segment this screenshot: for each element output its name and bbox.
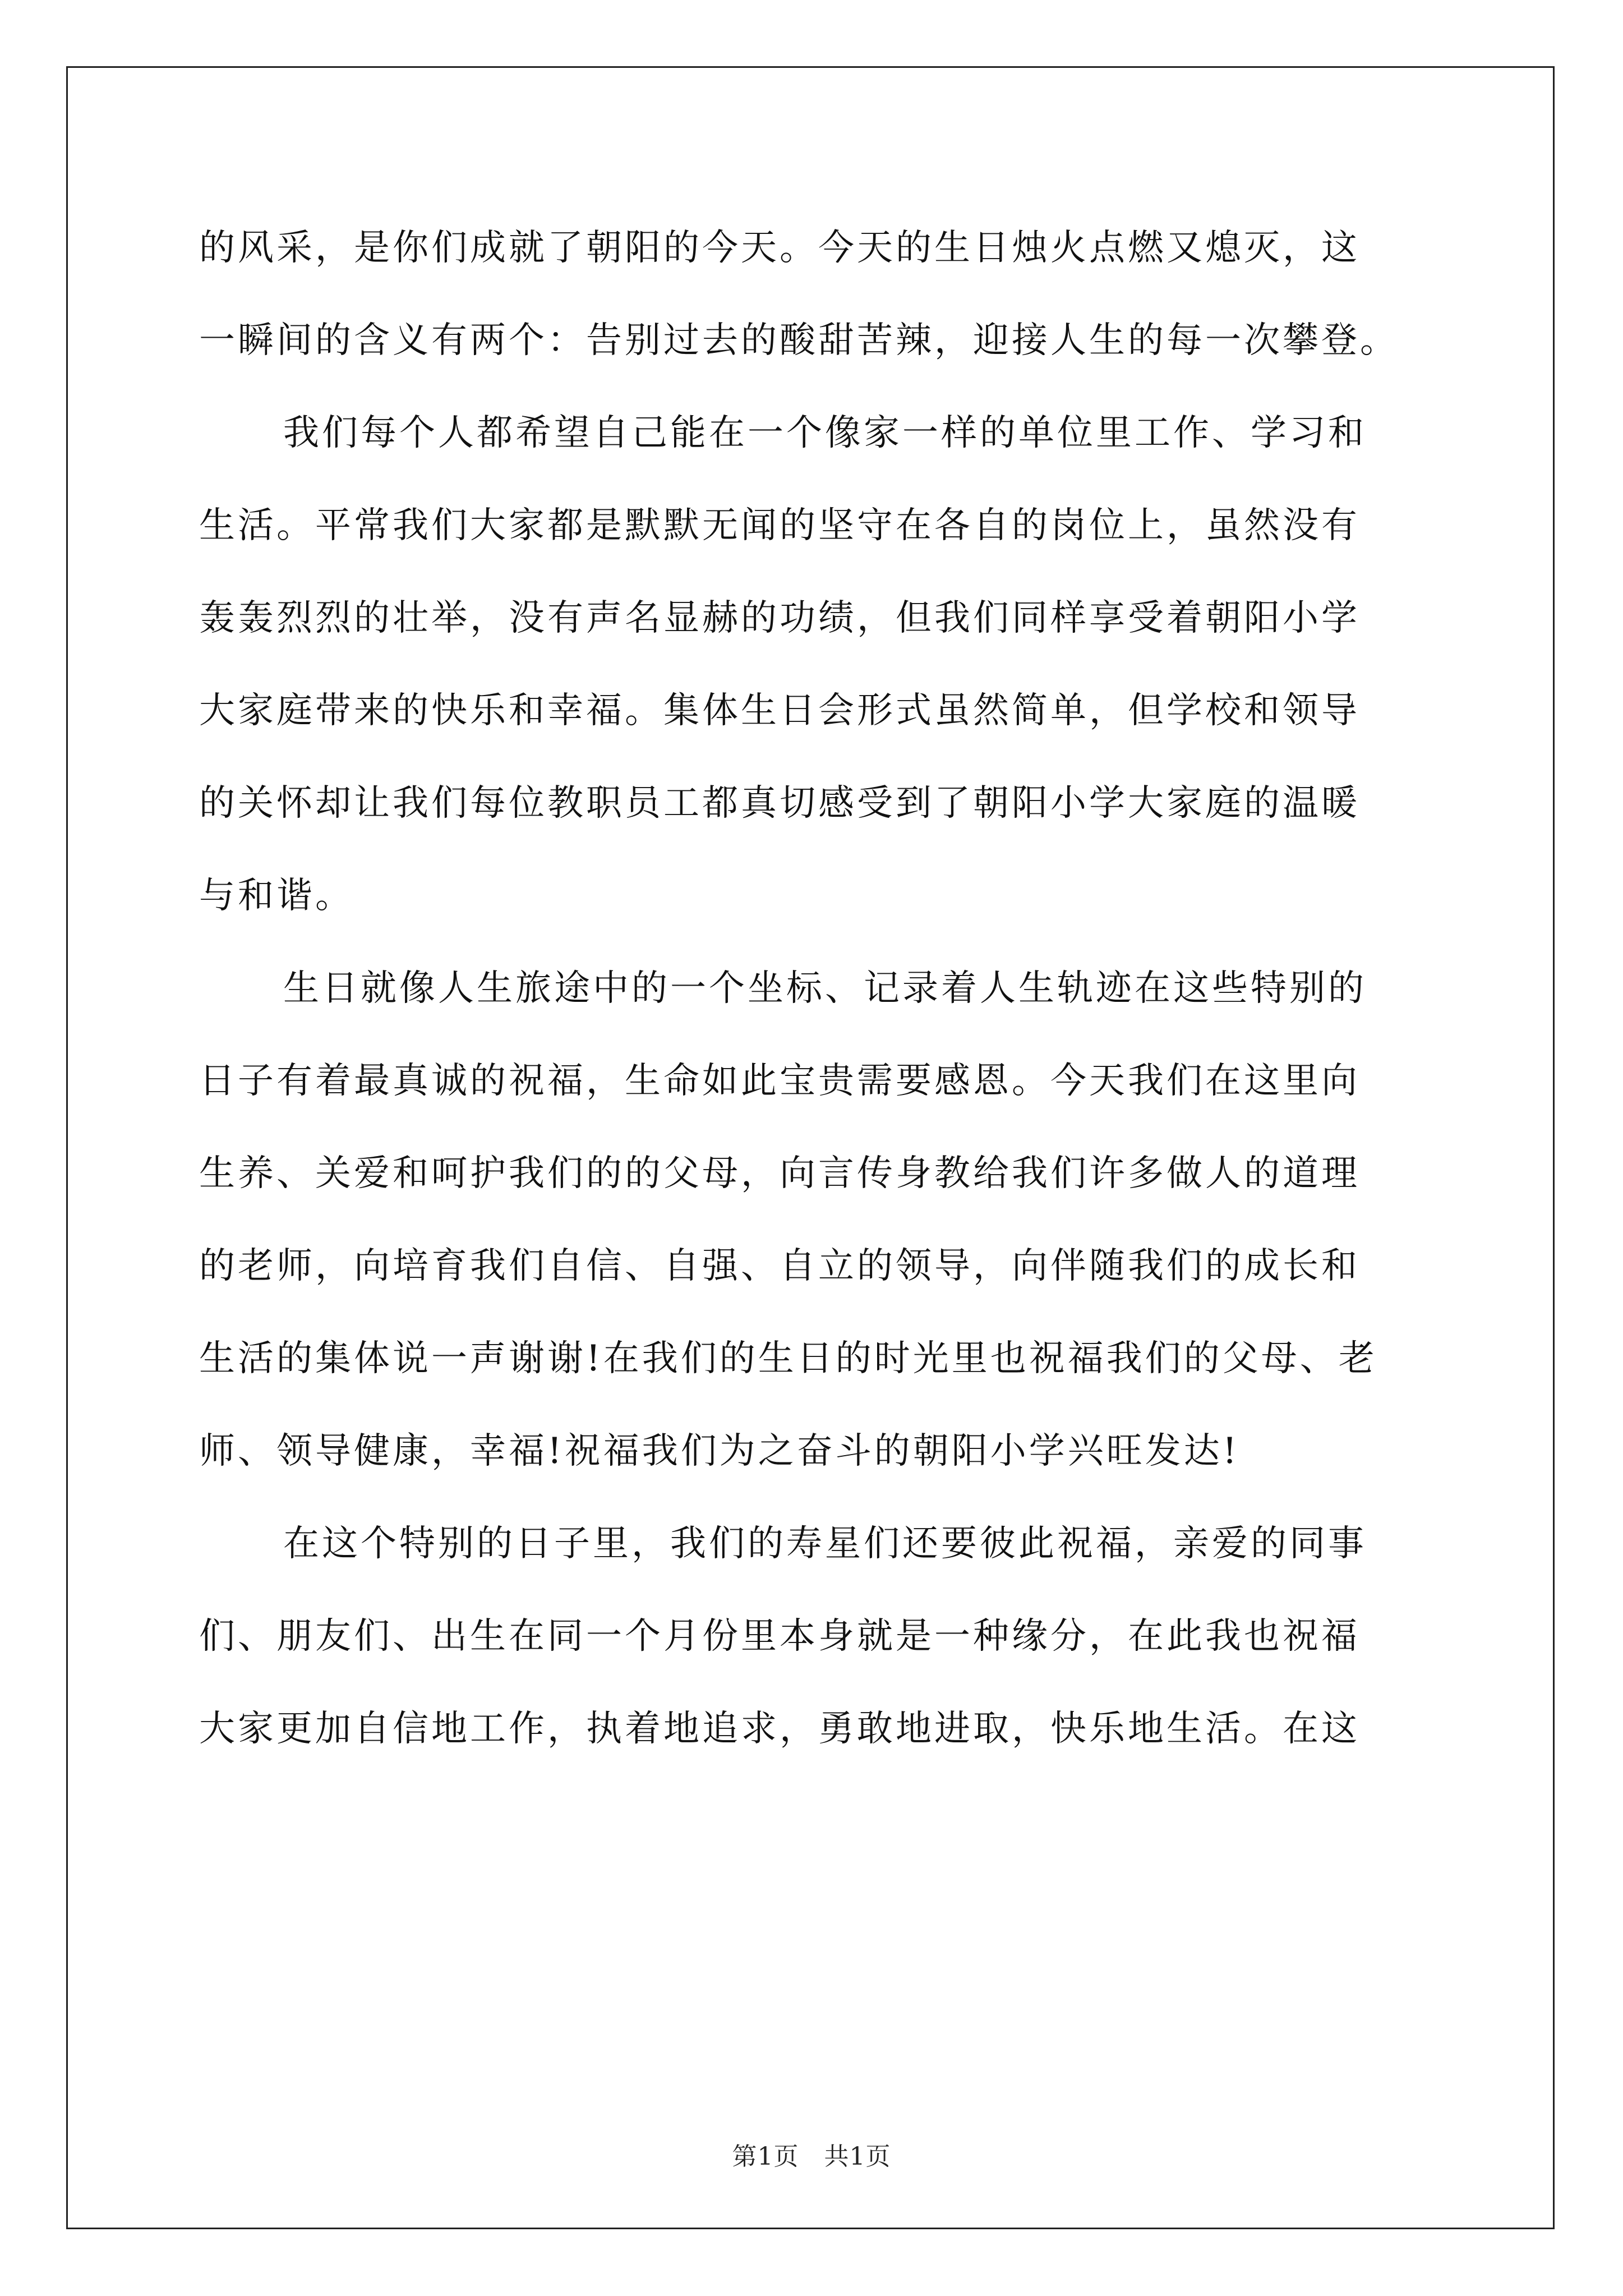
text-line: 们、朋友们、出生在同一个月份里本身就是一种缘分，在此我也祝福 — [199, 1616, 1360, 1657]
document-body — [199, 202, 1422, 1775]
text-line: 生日就像人生旅途中的一个坐标、记录着人生轨迹在这些特别的 — [283, 968, 1367, 1009]
text-line: 的老师，向培育我们自信、自强、自立的领导，向伴随我们的成长和 — [199, 1245, 1360, 1287]
text-line: 大家更加自信地工作，执着地追求，勇敢地进取，快乐地生活。在这 — [199, 1708, 1360, 1750]
text-line: 生养、关爱和呵护我们的的父母，向言传身教给我们许多做人的道理 — [199, 1153, 1360, 1194]
text-line: 师、领导健康，幸福!祝福我们为之奋斗的朝阳小学兴旺发达! — [199, 1430, 1240, 1472]
page-footer: 第1页 共1页 — [732, 2142, 891, 2171]
text-line: 生活。平常我们大家都是默默无闻的坚守在各自的岗位上，虽然没有 — [199, 505, 1360, 546]
text-line: 一瞬间的含义有两个：告别过去的酸甜苦辣，迎接人生的每一次攀登。 — [199, 320, 1399, 361]
text-line: 生活的集体说一声谢谢!在我们的生日的时光里也祝福我们的父母、老 — [199, 1338, 1377, 1379]
text-line: 在这个特别的日子里，我们的寿星们还要彼此祝福，亲爱的同事 — [283, 1523, 1367, 1565]
text-line: 我们每个人都希望自己能在一个像家一样的单位里工作、学习和 — [283, 412, 1367, 454]
text-line: 日子有着最真诚的祝福，生命如此宝贵需要感恩。今天我们在这里向 — [199, 1060, 1360, 1102]
text-line: 的风采，是你们成就了朝阳的今天。今天的生日烛火点燃又熄灭，这 — [199, 227, 1360, 269]
text-line: 与和谐。 — [199, 875, 354, 917]
text-line: 的关怀却让我们每位教职员工都真切感受到了朝阳小学大家庭的温暖 — [199, 783, 1360, 824]
text-line: 轰轰烈烈的壮举，没有声名显赫的功绩，但我们同样享受着朝阳小学 — [199, 597, 1360, 639]
text-line: 大家庭带来的快乐和幸福。集体生日会形式虽然简单，但学校和领导 — [199, 690, 1360, 731]
